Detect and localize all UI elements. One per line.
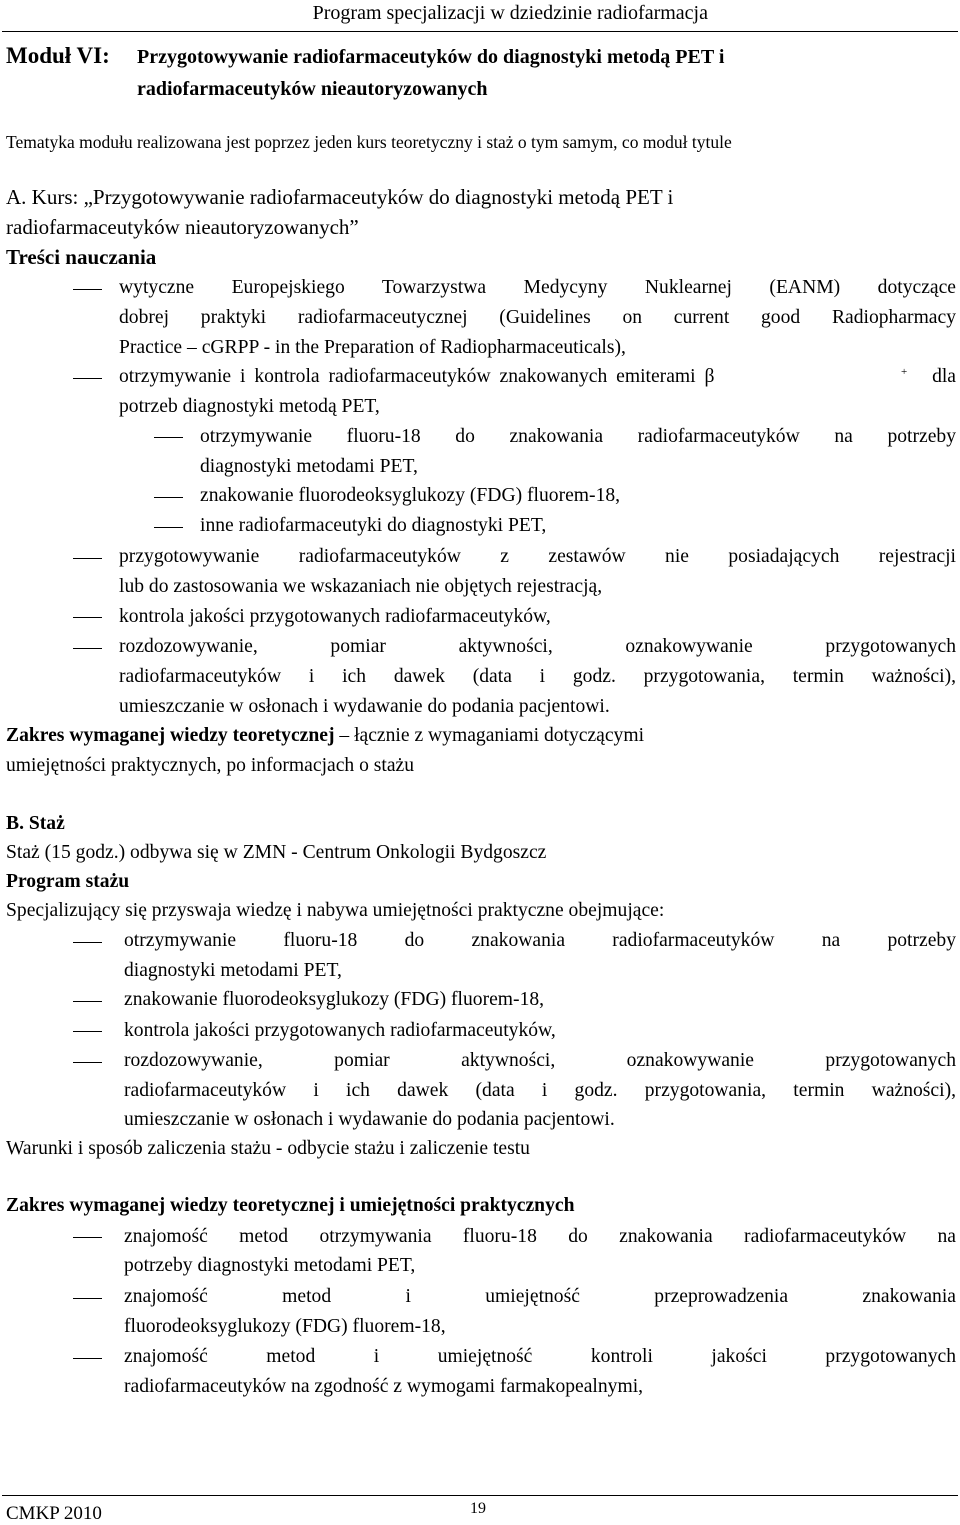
internship-item-1-line2: diagnostyki metodami PET, — [124, 960, 342, 981]
skills-item-3-line1: znajomość metod i umiejętność kontroli jakości przygotowanych — [124, 1346, 956, 1367]
skills-item-1-line2: potrzeby diagnostyki metodami PET, — [124, 1255, 416, 1276]
course-item-3-line2: lub do zastosowania we wskazaniach nie objętych rejestracją, — [119, 576, 603, 597]
footer-rule — [2, 1495, 958, 1496]
subbullet-dash — [154, 437, 183, 438]
module-title-line2: radiofarmaceutyków nieautoryzowanych — [137, 78, 488, 100]
running-header: Program specjalizacji w dziedzinie radiofarmacja — [312, 2, 708, 24]
knowledge-line2: umiejętności praktycznych, po informacjach o stażu — [6, 755, 415, 776]
bullet-dash — [73, 1062, 102, 1063]
bullet-dash — [73, 648, 102, 649]
bullet-dash — [73, 558, 102, 559]
internship-intro: Specjalizujący się przyswaja wiedzę i nabywa umiejętności praktyczne obejmujące: — [6, 900, 665, 921]
internship-completion: Warunki i sposób zaliczenia stażu - odbycie stażu i zaliczenie testu — [6, 1138, 530, 1159]
skills-item-1-line1: znajomość metod otrzymywania fluoru-18 do znakowania radiofarmaceutyków na — [124, 1226, 956, 1247]
bullet-dash — [73, 1031, 102, 1032]
course-heading-line2: radiofarmaceutyków nieautoryzowanych” — [6, 215, 359, 239]
internship-program-label: Program stażu — [6, 871, 130, 892]
course-item-1-line1: wytyczne Europejskiego Towarzystwa Medycyny Nuklearnej (EANM) dotyczące — [119, 277, 956, 298]
beta-superscript: + — [901, 366, 908, 378]
internship-item-3: kontrola jakości przygotowanych radiofarmaceutyków, — [124, 1020, 556, 1041]
knowledge-line1 — [6, 726, 644, 746]
knowledge-text: – łącznie z wymaganiami dotyczącymi — [334, 725, 645, 746]
skills-heading: Zakres wymaganej wiedzy teoretycznej i umiejętności praktycznych — [6, 1195, 575, 1216]
skills-item-2-line2: fluorodeoksyglukozy (FDG) fluorem-18, — [124, 1316, 446, 1337]
bullet-dash — [73, 1001, 102, 1002]
course-item-1-line2: dobrej praktyki radiofarmaceutycznej (Guidelines on current good Radiopharmacy — [119, 307, 956, 328]
bullet-dash — [73, 1358, 102, 1359]
course-item-5-line1: rozdozowywanie, pomiar aktywności, oznakowywanie przygotowanych — [119, 636, 956, 657]
course-heading-line1: A. Kurs: „Przygotowywanie radiofarmaceutyków do diagnostyki metodą PET i — [6, 185, 674, 209]
bullet-dash — [73, 289, 102, 290]
subitem-2: znakowanie fluorodeoksyglukozy (FDG) fluorem-18, — [200, 485, 621, 506]
course-item-4: kontrola jakości przygotowanych radiofarmaceutyków, — [119, 606, 551, 627]
internship-item-2: znakowanie fluorodeoksyglukozy (FDG) fluorem-18, — [124, 989, 545, 1010]
course-item-2-tail: dla — [932, 366, 956, 387]
module-label: Moduł VI: — [6, 43, 110, 68]
course-item-1-line3: Practice – cGRPP - in the Preparation of Radiopharmaceuticals), — [119, 337, 626, 358]
internship-item-4-line2: radiofarmaceutyków i ich dawek (data i godz. przygotowania, termin ważności), — [124, 1080, 956, 1101]
internship-heading: B. Staż — [6, 813, 65, 834]
footer-left: CMKP 2010 — [6, 1503, 102, 1524]
bullet-dash — [73, 1237, 102, 1238]
module-title-line1: Przygotowywanie radiofarmaceutyków do diagnostyki metodą PET i — [137, 46, 725, 68]
skills-item-3-line2: radiofarmaceutyków na zgodność z wymogami farmakopealnymi, — [124, 1376, 644, 1397]
header-rule — [2, 31, 958, 32]
internship-info: Staż (15 godz.) odbywa się w ZMN - Centrum Onkologii Bydgoszcz — [6, 842, 547, 863]
subbullet-dash — [154, 497, 183, 498]
course-item-2-line2: potrzeb diagnostyki metodą PET, — [119, 396, 380, 417]
course-item-5-line2: radiofarmaceutyków i ich dawek (data i godz. przygotowania, termin ważności), — [119, 666, 956, 687]
internship-item-1-line1: otrzymywanie fluoru-18 do znakowania radiofarmaceutyków na potrzeby — [124, 930, 956, 951]
internship-item-4-line3: umieszczanie w osłonach i wydawanie do podania pacjentowi. — [124, 1109, 615, 1130]
subbullet-dash — [154, 527, 183, 528]
subitem-1-line2: diagnostyki metodami PET, — [200, 456, 418, 477]
subitem-3: inne radiofarmaceutyki do diagnostyki PET, — [200, 515, 547, 536]
course-item-3-line1: przygotowywanie radiofarmaceutyków z zestawów nie posiadających rejestracji — [119, 546, 956, 567]
bullet-dash — [73, 942, 102, 943]
internship-item-4-line1: rozdozowywanie, pomiar aktywności, oznakowywanie przygotowanych — [124, 1050, 956, 1071]
knowledge-label: Zakres wymaganej wiedzy teoretycznej — [6, 725, 335, 746]
bullet-dash — [73, 378, 102, 379]
contents-label: Treści nauczania — [6, 245, 157, 269]
page-number: 19 — [470, 1500, 486, 1517]
subitem-1-line1: otrzymywanie fluoru-18 do znakowania radiofarmaceutyków na potrzeby — [200, 426, 956, 447]
course-item-2-text: otrzymywanie i kontrola radiofarmaceutyków znakowanych emiterami β — [119, 366, 715, 387]
module-intro: Tematyka modułu realizowana jest poprzez jeden kurs teoretyczny i staż o tym samym, co moduł tytule — [6, 132, 732, 152]
bullet-dash — [73, 1298, 102, 1299]
bullet-dash — [73, 617, 102, 618]
course-item-5-line3: umieszczanie w osłonach i wydawanie do podania pacjentowi. — [119, 696, 610, 717]
skills-item-2-line1: znajomość metod i umiejętność przeprowadzenia znakowania — [124, 1286, 956, 1307]
